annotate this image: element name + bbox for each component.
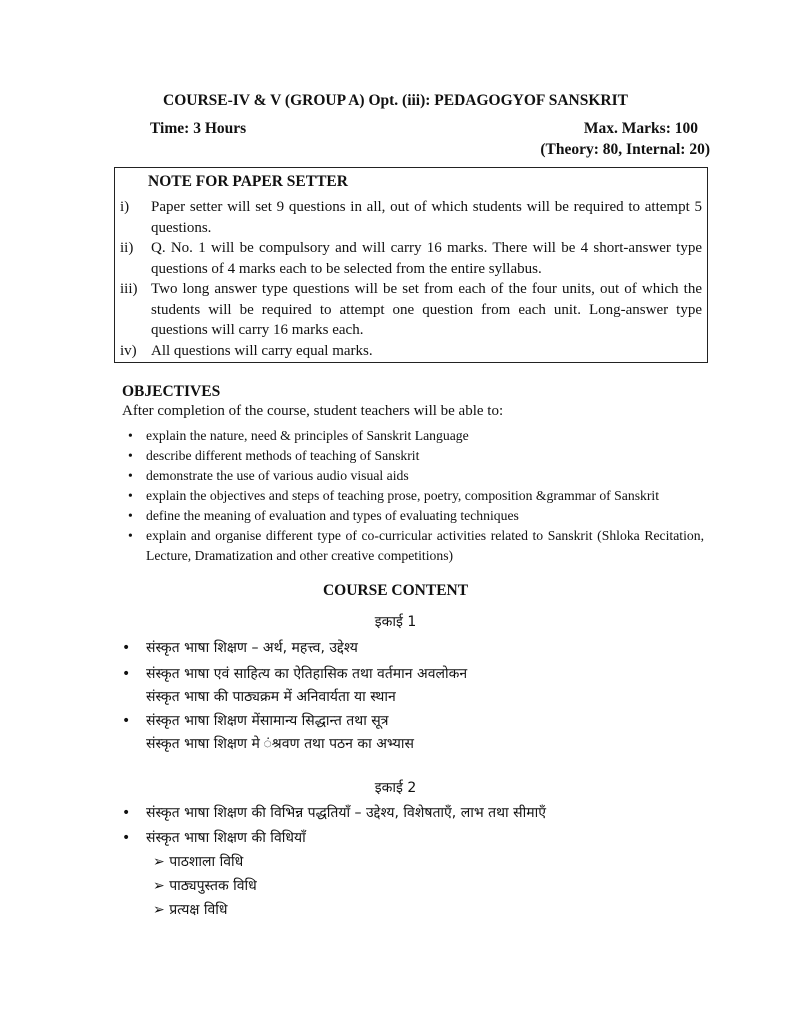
method-item bbox=[153, 900, 227, 919]
note-item-number: iv) bbox=[120, 343, 137, 359]
method-text: पाठशाला विधि bbox=[169, 854, 244, 870]
objective-text: describe different methods of teaching of Sanskrit bbox=[146, 448, 420, 463]
bullet-icon: • bbox=[122, 830, 131, 846]
bullet-icon: • bbox=[128, 508, 133, 523]
note-item bbox=[120, 341, 702, 362]
note-item-text: Paper setter will set 9 questions in all, out of which students will be required to attempt 5 questions. bbox=[151, 199, 702, 236]
method-item bbox=[153, 876, 257, 895]
note-item-text: Q. No. 1 will be compulsory and will carry 16 marks. There will be 4 short-answer type questions of 4 marks each to be selected from the entire syllabus. bbox=[151, 240, 702, 277]
bullet-icon: • bbox=[122, 666, 131, 682]
bullet-icon: • bbox=[128, 468, 133, 483]
unit-1-item-text: संस्कृत भाषा शिक्षण – अर्थ, महत्त्व, उद्देश्य bbox=[146, 640, 358, 656]
note-item bbox=[120, 279, 702, 341]
bullet-icon: • bbox=[128, 428, 133, 443]
objective-item bbox=[128, 506, 704, 526]
unit-2-item-text: संस्कृत भाषा शिक्षण की विधियाँ bbox=[146, 830, 306, 846]
bullet-icon: • bbox=[122, 713, 131, 729]
bullet-icon: • bbox=[122, 640, 131, 656]
method-item bbox=[153, 852, 243, 871]
unit-2-title: इकाई 2 bbox=[374, 780, 417, 796]
objective-text: explain the nature, need & principles of Sanskrit Language bbox=[146, 428, 469, 443]
unit-1-item-text-cont: संस्कृत भाषा शिक्षण मे ंश्रवण तथा पठन का अभ्यास bbox=[146, 736, 414, 752]
arrow-bullet-icon: ➢ bbox=[153, 902, 165, 918]
marks-split-label: (Theory: 80, Internal: 20) bbox=[540, 141, 710, 158]
note-item-number: iii) bbox=[120, 281, 138, 297]
objective-text: define the meaning of evaluation and types of evaluating techniques bbox=[146, 508, 519, 523]
unit-2-item bbox=[122, 827, 306, 850]
note-item-number: ii) bbox=[120, 240, 134, 256]
objective-item bbox=[128, 446, 704, 466]
note-item-number: i) bbox=[120, 199, 130, 215]
objectives-intro: After completion of the course, student teachers will be able to: bbox=[122, 403, 504, 419]
note-item-text: Two long answer type questions will be set from each of the four units, out of which the students will be required to attempt one question from each unit. Long-answer type questions will carry 16 marks each. bbox=[151, 281, 702, 338]
objective-item bbox=[128, 486, 704, 506]
objective-item bbox=[128, 426, 704, 446]
unit-1-item-text: संस्कृत भाषा शिक्षण मेंसामान्य सिद्धान्त तथा सूत्र bbox=[146, 713, 389, 729]
unit-1-title: इकाई 1 bbox=[374, 614, 417, 630]
unit-1-item-text: संस्कृत भाषा एवं साहित्य का ऐतिहासिक तथा वर्तमान अवलोकन bbox=[146, 666, 468, 682]
objective-text: explain and organise different type of co-curricular activities related to Sanskrit (Shloka Recitation, Lecture, Dramatization and other creative competitions) bbox=[146, 528, 704, 563]
bullet-icon: • bbox=[128, 528, 133, 543]
bullet-icon: • bbox=[122, 805, 131, 821]
note-heading: NOTE FOR PAPER SETTER bbox=[148, 173, 348, 190]
objectives-heading: OBJECTIVES bbox=[122, 383, 221, 400]
note-item-text: All questions will carry equal marks. bbox=[151, 343, 373, 359]
course-content-heading: COURSE CONTENT bbox=[322, 582, 469, 599]
unit-2-item bbox=[122, 802, 546, 825]
method-text: पाठ्यपुस्तक विधि bbox=[169, 878, 257, 894]
unit-1-item bbox=[122, 637, 358, 660]
objectives-list bbox=[128, 426, 704, 566]
objective-item bbox=[128, 526, 704, 566]
note-item bbox=[120, 238, 702, 279]
unit-1-item bbox=[122, 710, 414, 756]
max-marks-label: Max. Marks: 100 bbox=[583, 120, 698, 137]
arrow-bullet-icon: ➢ bbox=[153, 854, 165, 870]
course-title: COURSE-IV & V (GROUP A) Opt. (iii): PEDAGOGYOF SANSKRIT bbox=[163, 92, 628, 109]
objective-text: demonstrate the use of various audio visual aids bbox=[146, 468, 409, 483]
arrow-bullet-icon: ➢ bbox=[153, 878, 165, 894]
bullet-icon: • bbox=[128, 448, 133, 463]
method-text: प्रत्यक्ष विधि bbox=[169, 902, 228, 918]
time-label: Time: 3 Hours bbox=[150, 120, 247, 137]
objective-item bbox=[128, 466, 704, 486]
unit-1-item-text-cont: संस्कृत भाषा की पाठ्यक्रम में अनिवार्यता या स्थान bbox=[146, 689, 396, 705]
note-item bbox=[120, 197, 702, 238]
objective-text: explain the objectives and steps of teaching prose, poetry, composition &grammar of Sanskrit bbox=[146, 488, 660, 503]
unit-1-item bbox=[122, 663, 467, 709]
bullet-icon: • bbox=[128, 488, 133, 503]
unit-2-item-text: संस्कृत भाषा शिक्षण की विभिन्न पद्धतियाँ – उद्देश्य, विशेषताएँ, लाभ तथा सीमाएँ bbox=[146, 805, 546, 821]
